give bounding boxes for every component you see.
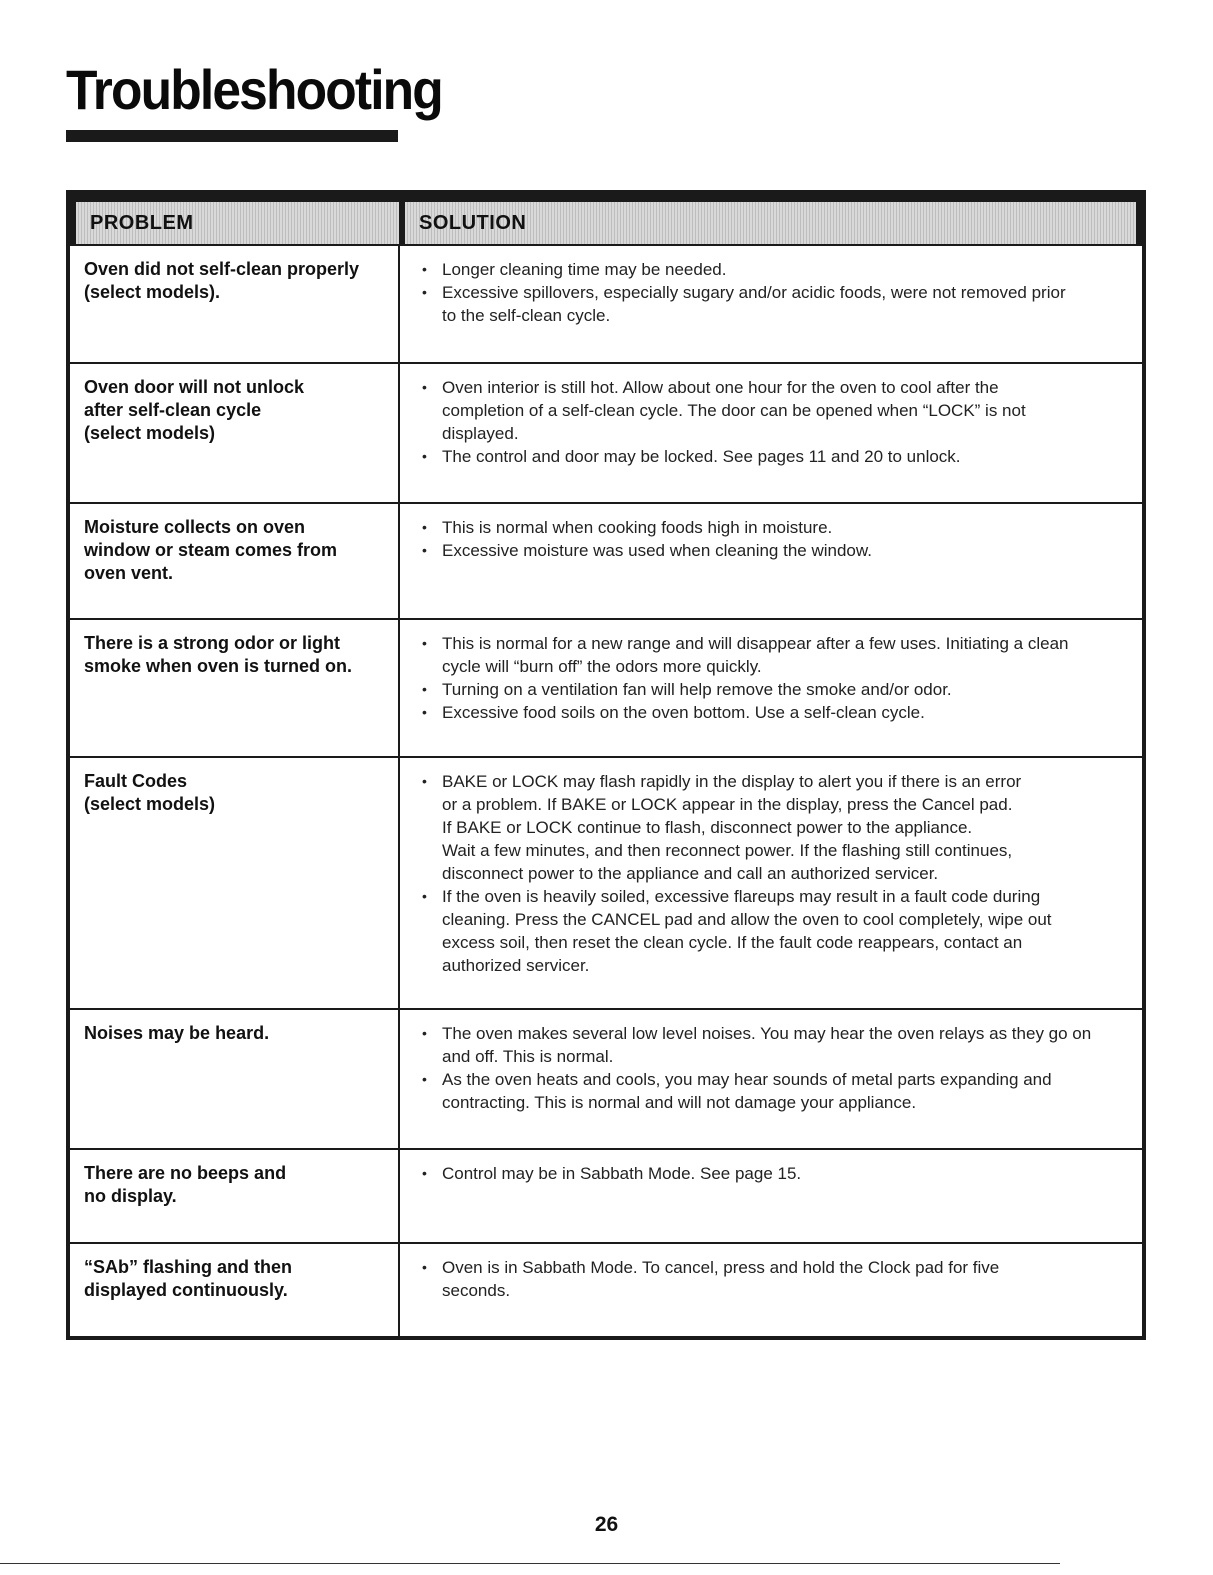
problem-text-line: Moisture collects on oven [84,517,306,537]
solution-item [420,281,1132,327]
problem-text-line: (select models) [84,794,216,814]
solution-text-line: • Excessive food soils on the oven bottom. Use a self-clean cycle. [442,703,925,722]
solution-list [420,516,1132,562]
solution-text-line: displayed. [442,424,519,443]
solution-text-line: • Longer cleaning time may be needed. [442,260,727,279]
solution-text-line: authorized servicer. [442,956,590,975]
table-row [70,362,1142,502]
footer-rule [0,1563,1060,1564]
problem-text-line: Oven door will not unlock [84,377,305,397]
solution-text-line: • This is normal for a new range and will disappear after a few uses. Initiating a clean [442,634,1069,653]
solution-column-header: SOLUTION [405,202,1136,244]
solution-text-line: completion of a self-clean cycle. The door can be opened when “LOCK” is not [442,401,1026,420]
solution-text-line: • BAKE or LOCK may flash rapidly in the display to alert you if there is an error [442,772,1022,791]
solution-cell [400,758,1142,1008]
solution-item [420,701,1132,724]
solution-text-line: and off. This is normal. [442,1047,614,1066]
problem-text-line: no display. [84,1186,177,1206]
solution-item [420,632,1132,678]
solution-list [420,632,1132,724]
solution-text-line: seconds. [442,1281,511,1300]
problem-text-line: oven vent. [84,563,174,583]
problem-cell [70,246,400,362]
solution-text-line: or a problem. If BAKE or LOCK appear in the display, press the Cancel pad. [442,795,1013,814]
solution-text-line: • As the oven heats and cools, you may hear sounds of metal parts expanding and [442,1070,1052,1089]
solution-text-line: • Excessive moisture was used when cleaning the window. [442,541,872,560]
problem-cell [70,1150,400,1242]
solution-list [420,770,1132,977]
troubleshooting-table [66,190,1146,1340]
solution-text-line: • The control and door may be locked. See pages 11 and 20 to unlock. [442,447,961,466]
solution-text-line: • The oven makes several low level noises. You may hear the oven relays as they go on [442,1024,1092,1043]
solution-cell [400,1244,1142,1336]
problem-text-line: after self-clean cycle [84,400,262,420]
solution-list [420,258,1132,327]
table-row [70,756,1142,1008]
problem-text-line: Oven did not self-clean properly [84,259,360,279]
page-title: Troubleshooting [66,58,442,121]
table-row [70,1008,1142,1148]
solution-text-line: • Oven interior is still hot. Allow about one hour for the oven to cool after the [442,378,999,397]
solution-text-line: • Turning on a ventilation fan will help remove the smoke and/or odor. [442,680,952,699]
solution-item [420,678,1132,701]
solution-text-line: • This is normal when cooking foods high in moisture. [442,518,833,537]
solution-text-line: • Control may be in Sabbath Mode. See page 15. [442,1164,802,1183]
solution-item [420,445,1132,468]
solution-item [420,516,1132,539]
solution-text-line: cleaning. Press the CANCEL pad and allow the oven to cool completely, wipe out [442,910,1052,929]
solution-text-line: disconnect power to the appliance and call an authorized servicer. [442,864,939,883]
solution-text-line: Wait a few minutes, and then reconnect power. If the flashing still continues, [442,841,1013,860]
solution-list [420,376,1132,468]
solution-text-line: • Excessive spillovers, especially sugary and/or acidic foods, were not removed prior [442,283,1066,302]
table-row [70,1148,1142,1242]
problem-text-line: “SAb” flashing and then [84,1257,293,1277]
problem-cell [70,364,400,502]
solution-item [420,770,1132,885]
solution-cell [400,1150,1142,1242]
solution-list [420,1256,1132,1302]
solution-list [420,1022,1132,1114]
problem-cell [70,1244,400,1336]
solution-cell [400,1010,1142,1148]
solution-item [420,539,1132,562]
solution-text-line: to the self-clean cycle. [442,306,611,325]
problem-text-line: (select models) [84,423,216,443]
solution-item [420,1068,1132,1114]
solution-text-line: excess soil, then reset the clean cycle. If the fault code reappears, contact an [442,933,1023,952]
problem-text-line: Noises may be heard. [84,1023,270,1043]
solution-item [420,1162,1132,1185]
table-row [70,246,1142,362]
solution-list [420,1162,1132,1185]
solution-cell [400,504,1142,618]
problem-text-line: (select models). [84,282,221,302]
solution-item [420,258,1132,281]
problem-cell [70,758,400,1008]
problem-text-line: smoke when oven is turned on. [84,656,353,676]
solution-item [420,1256,1132,1302]
problem-text-line: There are no beeps and [84,1163,287,1183]
page-number: 26 [594,1513,619,1536]
problem-text-line: There is a strong odor or light [84,633,341,653]
problem-text-line: Fault Codes [84,771,188,791]
solution-text-line: cycle will “burn off” the odors more quickly. [442,657,762,676]
solution-text-line: • If the oven is heavily soiled, excessive flareups may result in a fault code during [442,887,1041,906]
problem-cell [70,1010,400,1148]
title-underline [66,130,398,142]
solution-item [420,885,1132,977]
solution-text-line: contracting. This is normal and will not damage your appliance. [442,1093,917,1112]
problem-column-header: PROBLEM [76,202,399,244]
solution-text-line: • Oven is in Sabbath Mode. To cancel, press and hold the Clock pad for five [442,1258,1000,1277]
problem-text-line: displayed continuously. [84,1280,288,1300]
problem-cell [70,620,400,756]
solution-text-line: If BAKE or LOCK continue to flash, disconnect power to the appliance. [442,818,973,837]
solution-item [420,1022,1132,1068]
solution-cell [400,620,1142,756]
table-body [70,246,1142,1336]
solution-item [420,376,1132,445]
solution-cell [400,246,1142,362]
solution-cell [400,364,1142,502]
problem-cell [70,504,400,618]
table-header [70,194,1142,246]
table-row [70,1242,1142,1336]
table-row [70,618,1142,756]
table-row [70,502,1142,618]
problem-text-line: window or steam comes from [84,540,338,560]
